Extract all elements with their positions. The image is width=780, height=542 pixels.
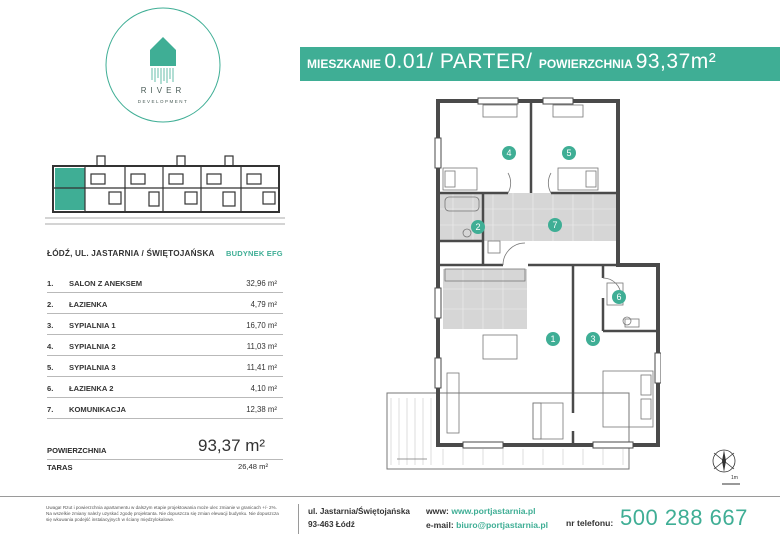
building-key-plan xyxy=(45,152,285,226)
logo-subtitle: DEVELOPMENT xyxy=(137,99,189,104)
river-logo xyxy=(98,6,228,124)
header-label: MIESZKANIE xyxy=(307,57,385,71)
address-text: ŁÓDŹ, UL. JASTARNIA / ŚWIĘTOJAŃSKA xyxy=(47,249,215,258)
room-number: 2. xyxy=(47,300,54,309)
scale-label: 1m xyxy=(731,475,738,481)
room-name: SYPIALNIA 2 xyxy=(69,342,116,351)
room-number: 3. xyxy=(47,321,54,330)
footer-separator xyxy=(298,504,299,534)
room-row xyxy=(47,340,283,361)
room-area: 11,03 m² xyxy=(246,342,277,351)
room-row xyxy=(47,382,283,403)
room-name: SYPIALNIA 1 xyxy=(69,321,116,330)
room-number: 6. xyxy=(47,384,54,393)
room-number: 1. xyxy=(47,279,54,288)
room-row xyxy=(47,361,283,382)
plan-room-label: 2 xyxy=(475,222,481,232)
room-number: 7. xyxy=(47,405,54,414)
plan-room-label: 4 xyxy=(506,148,512,158)
apartment-header: MIESZKANIE 0.01/ PARTER/ POWIERZCHNIA 93,37m² xyxy=(300,47,780,81)
website-link[interactable]: www: www.portjastarnia.pl xyxy=(426,506,536,516)
plan-room-label: 3 xyxy=(590,334,596,344)
room-row xyxy=(47,403,283,424)
room-name: SYPIALNIA 3 xyxy=(69,363,116,372)
logo-name: RIVER xyxy=(140,86,186,95)
terrace-value: 26,48 m² xyxy=(238,462,268,471)
room-row xyxy=(47,298,283,319)
phone-label: nr telefonu: xyxy=(566,518,614,528)
plan-room-label: 7 xyxy=(552,220,558,230)
room-number: 5. xyxy=(47,363,54,372)
room-list xyxy=(47,277,283,424)
header-area-value: 93,37m² xyxy=(635,50,717,73)
email-link[interactable]: e-mail: biuro@portjastarnia.pl xyxy=(426,520,549,530)
floor-name: PARTER xyxy=(439,50,527,73)
header-area-label: POWIERZCHNIA xyxy=(538,57,636,71)
total-area-label: POWIERZCHNIA xyxy=(47,446,107,455)
terrace-label: TARAS xyxy=(47,463,73,472)
plan-room-label: 1 xyxy=(550,334,556,344)
plan-room-label: 5 xyxy=(566,148,572,158)
room-name: ŁAZIENKA 2 xyxy=(69,384,114,393)
footer-street: ul. Jastarnia/Świętojańska xyxy=(308,507,410,516)
room-name: KOMUNIKACJA xyxy=(69,405,126,414)
room-area: 32,96 m² xyxy=(246,279,277,288)
room-area: 12,38 m² xyxy=(246,405,277,414)
building-name: BUDYNEK EFG xyxy=(226,249,283,258)
total-area-value: 93,37 m² xyxy=(198,436,266,455)
footer-divider xyxy=(0,496,780,497)
room-name: ŁAZIENKA xyxy=(69,300,108,309)
disclaimer-note: Uwaga! Rzut i powierzchnia apartamentu w dalszym etapie projektowania może ulec zmianie w granicach +/- 2%. Na wszelkie zmiany należy uzyskać zgodę projektanta. Nie dopuszcza się zmian elewacji budynku. Nie dopuszcza się wkuwania podejść instalacyjnych w ściany międzylokalowe. xyxy=(46,505,279,522)
room-area: 4,79 m² xyxy=(250,300,277,309)
room-name: SALON Z ANEKSEM xyxy=(69,279,143,288)
north-arrow-icon xyxy=(698,444,746,488)
room-row xyxy=(47,277,283,298)
room-area: 11,41 m² xyxy=(246,363,277,372)
divider xyxy=(47,459,283,460)
room-row xyxy=(47,319,283,340)
apartment-number: 0.01 xyxy=(384,50,428,73)
room-number: 4. xyxy=(47,342,54,351)
phone-number[interactable]: 500 288 667 xyxy=(620,505,748,530)
footer-city: 93-463 Łódź xyxy=(308,520,355,529)
plan-room-label: 6 xyxy=(616,292,622,302)
room-area: 16,70 m² xyxy=(246,321,277,330)
floor-plan xyxy=(383,93,661,475)
room-area: 4,10 m² xyxy=(250,384,277,393)
